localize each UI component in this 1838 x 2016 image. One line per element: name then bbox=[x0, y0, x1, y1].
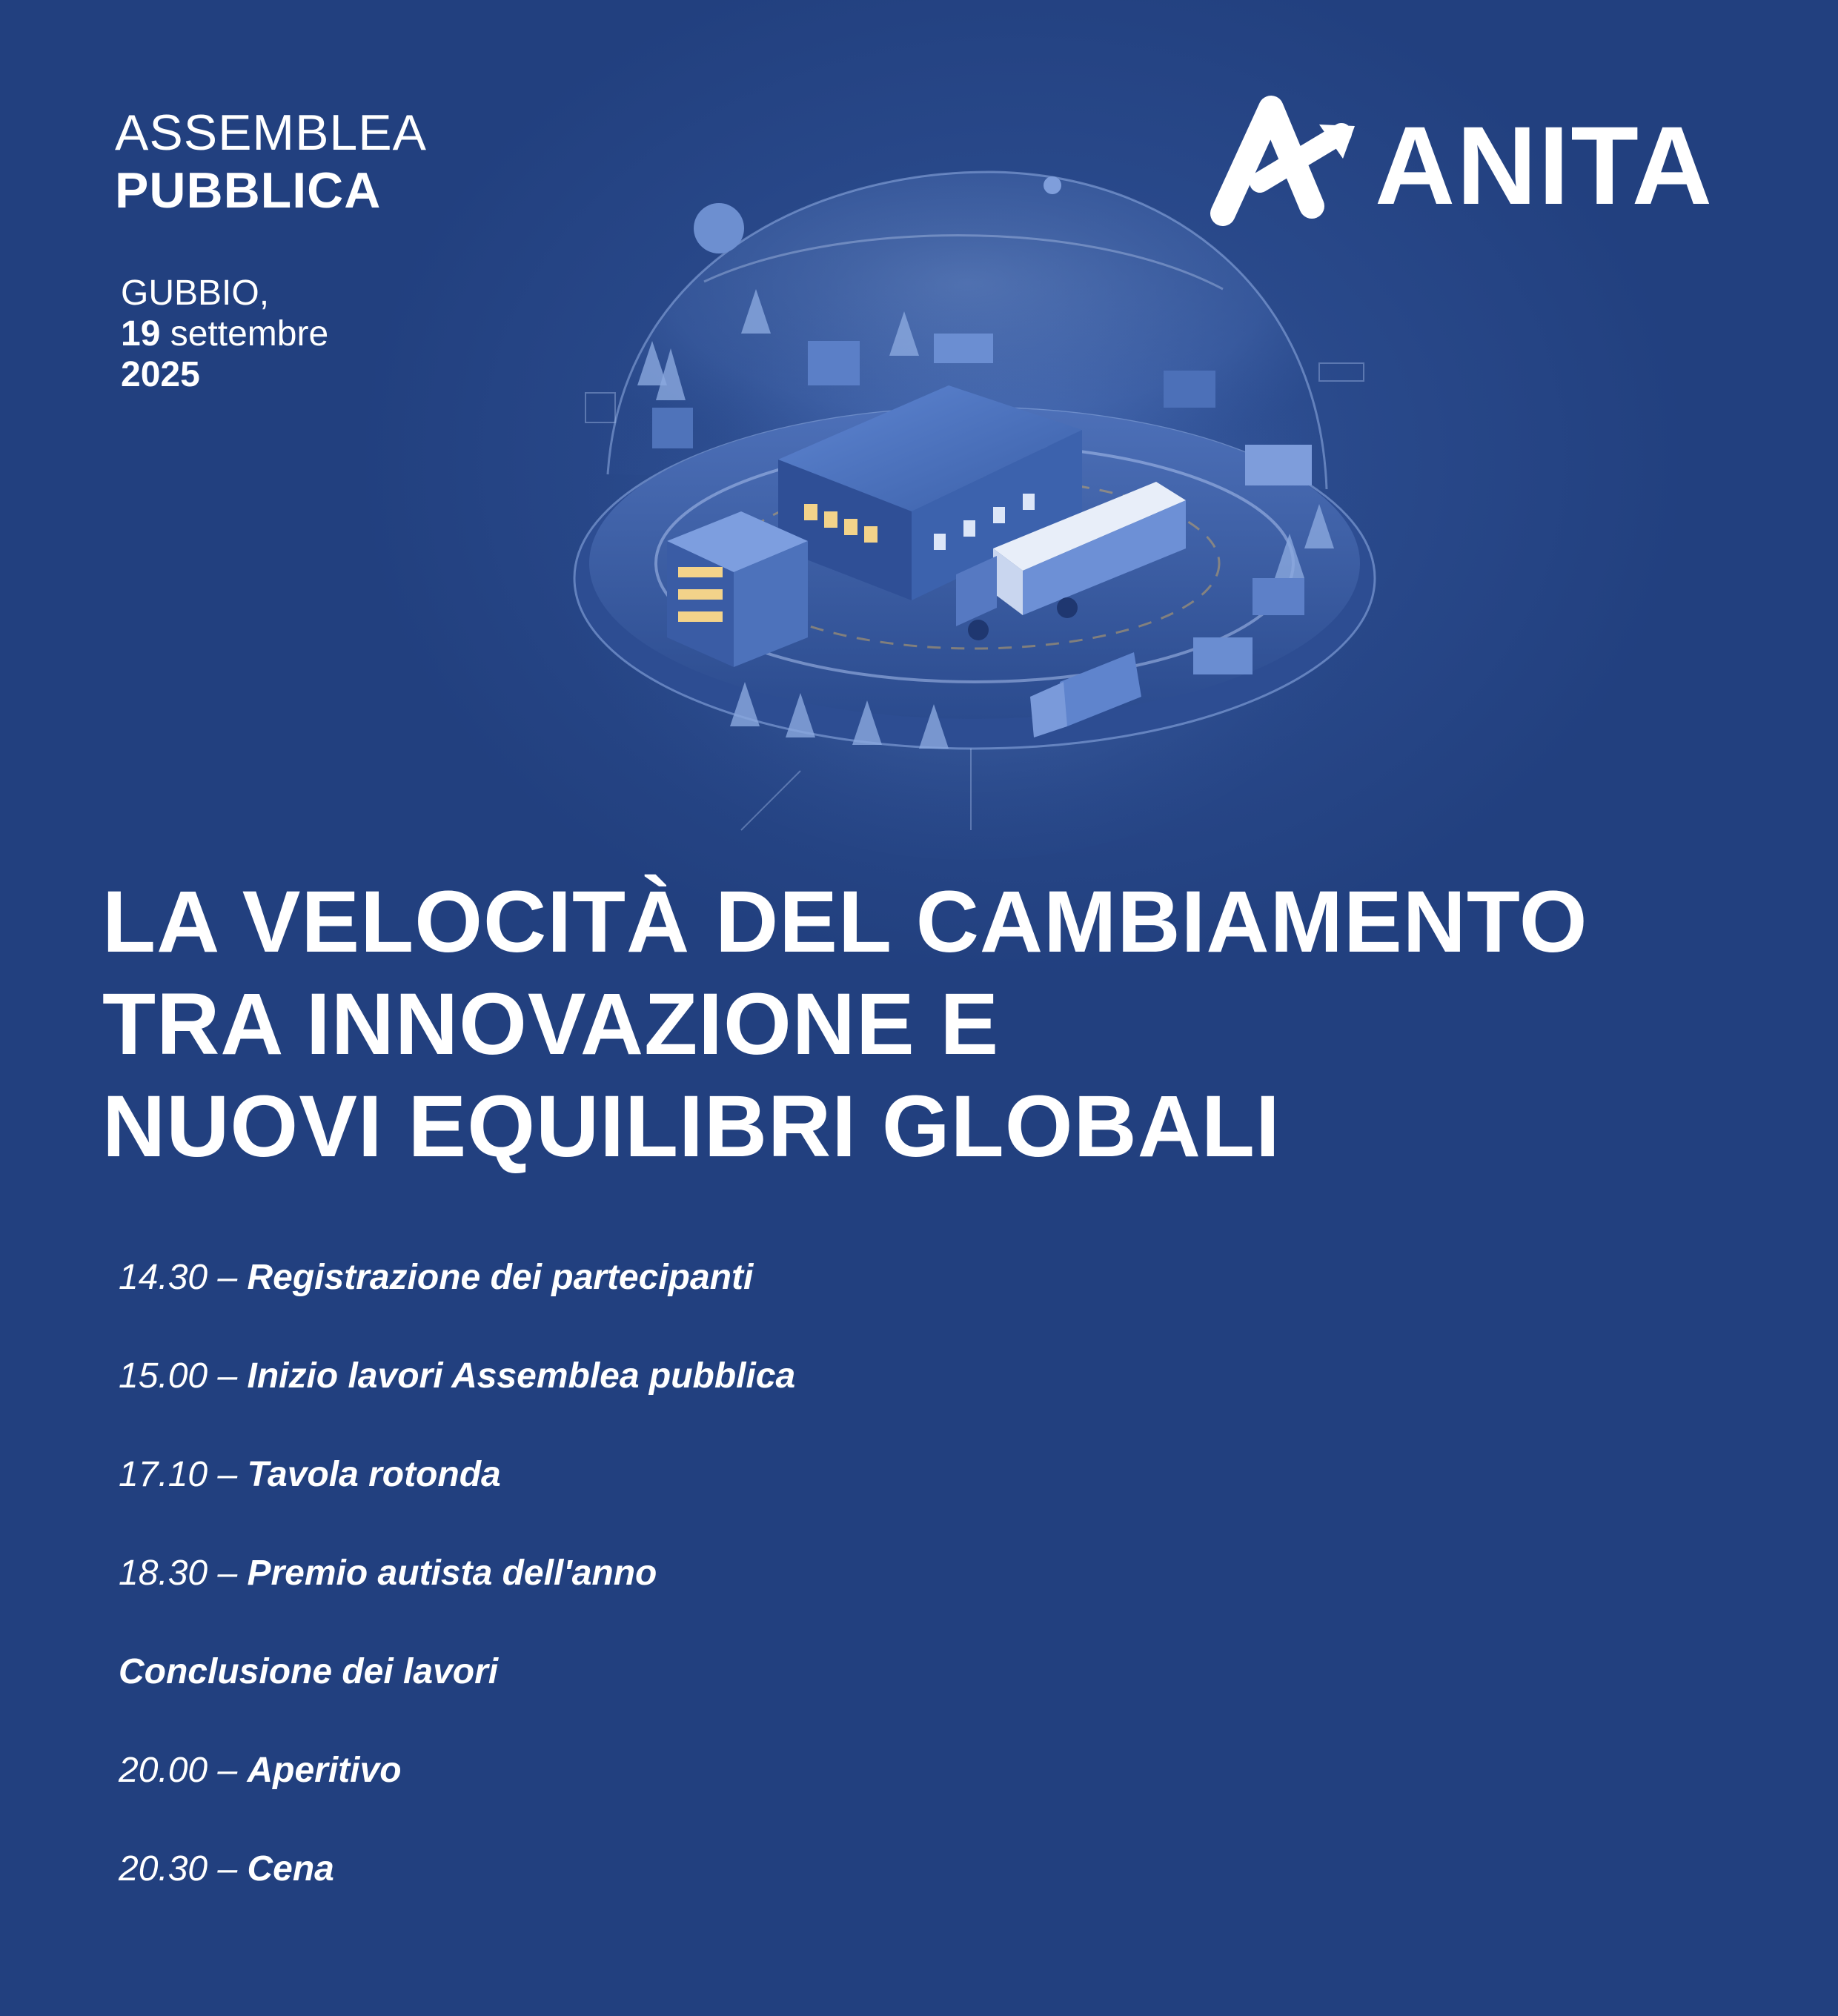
event-type bbox=[115, 104, 427, 219]
headline-line: NUOVI EQUILIBRI GLOBALI bbox=[102, 1078, 1281, 1176]
logistics-globe-illustration bbox=[519, 163, 1423, 860]
event-year: 2025 bbox=[121, 355, 200, 395]
agenda-list bbox=[119, 1260, 795, 1950]
headline-line: TRA INNOVAZIONE E bbox=[102, 975, 1000, 1074]
agenda-time: 20.00 – bbox=[119, 1751, 248, 1790]
agenda-title: Premio autista dell'anno bbox=[247, 1554, 657, 1593]
event-type-line1: ASSEMBLEA bbox=[115, 105, 427, 161]
event-month: settembre bbox=[170, 314, 329, 354]
agenda-title: Inizio lavori Assemblea pubblica bbox=[247, 1356, 796, 1396]
event-type-line2: PUBBLICA bbox=[115, 162, 382, 219]
headline bbox=[102, 871, 1588, 1178]
agenda-title: Registrazione dei partecipanti bbox=[247, 1258, 754, 1297]
event-city: GUBBIO, bbox=[121, 273, 270, 313]
event-day: 19 bbox=[121, 314, 161, 354]
agenda-time: 18.30 – bbox=[119, 1554, 248, 1593]
event-location-date bbox=[121, 273, 328, 396]
agenda-item bbox=[119, 1851, 795, 1950]
agenda-title: Cena bbox=[247, 1849, 334, 1889]
headline-line: LA VELOCITÀ DEL CAMBIAMENTO bbox=[102, 873, 1588, 971]
agenda-time: 17.10 – bbox=[119, 1455, 248, 1494]
agenda-title: Tavola rotonda bbox=[247, 1455, 501, 1494]
agenda-item bbox=[119, 1356, 796, 1457]
agenda-item bbox=[119, 1556, 795, 1654]
agenda-time: 15.00 – bbox=[119, 1356, 248, 1396]
event-date bbox=[121, 314, 328, 354]
agenda-title: Aperitivo bbox=[247, 1751, 402, 1790]
agenda-item bbox=[119, 1753, 795, 1851]
agenda-time: 20.30 – bbox=[119, 1849, 248, 1889]
agenda-item bbox=[119, 1654, 795, 1753]
agenda-item bbox=[119, 1260, 795, 1359]
logo-text: ANITA bbox=[1375, 103, 1714, 228]
agenda-time: 14.30 – bbox=[119, 1258, 248, 1297]
agenda-title: Conclusione dei lavori bbox=[119, 1652, 499, 1691]
agenda-item bbox=[119, 1457, 795, 1556]
